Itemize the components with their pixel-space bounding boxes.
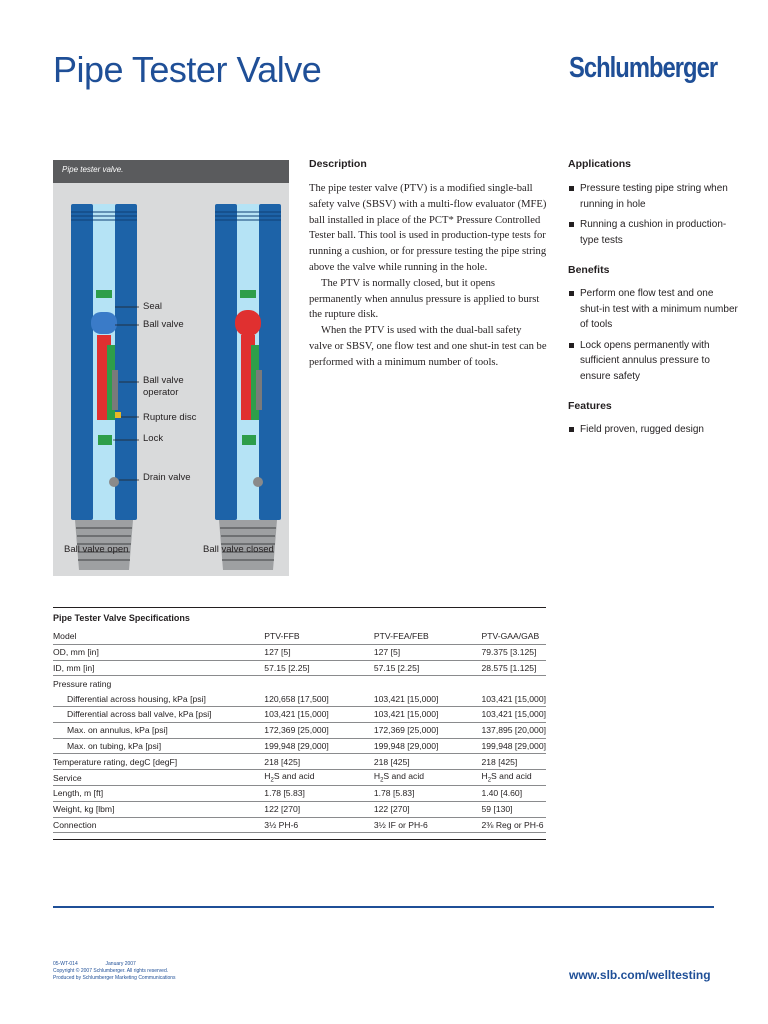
table-cell: Length, m [ft] (53, 785, 264, 801)
table-row (53, 644, 546, 660)
table-cell: 199,948 [29,000] (374, 738, 482, 754)
table-cell: PTV-FEA/FEB (374, 629, 482, 644)
description-paragraph: When the PTV is used with the dual-ball safety valve or SBSV, one flow test and one shut-in test can be performed with a minimum number of tools. (309, 325, 547, 368)
table-cell: 199,948 [29,000] (481, 738, 546, 754)
table-row (53, 706, 546, 722)
table-cell (374, 676, 482, 691)
description-body (309, 181, 547, 371)
list-item: Pressure testing pipe string when running in hole (568, 181, 738, 212)
table-cell: 1.78 [5.83] (264, 785, 374, 801)
tool-figure (53, 160, 289, 576)
table-cell (264, 676, 374, 691)
table-cell: 3½ PH-6 (264, 817, 374, 833)
label-ball-valve-open: Ball valve open (64, 544, 129, 555)
table-cell: Differential across ball valve, kPa [psi] (53, 706, 264, 722)
label-drain-valve: Drain valve (143, 472, 191, 483)
table-bottom-rule (53, 839, 546, 840)
benefits-heading: Benefits (568, 264, 610, 276)
table-cell: 1.78 [5.83] (374, 785, 482, 801)
table-row (53, 738, 546, 754)
pipe-tester-valve-diagram (53, 160, 289, 576)
table-row (53, 785, 546, 801)
tool-closed-drawing (215, 204, 281, 570)
description-paragraph: The pipe tester valve (PTV) is a modified single-ball safety valve (SBSV) with a multi-flow evaluator (MFE) ball installed in place of the PCT* Pressure Controlled Tester ball. This tool is used in production-type tests for running a cushion, or for pressure testing the pipe string above the valve while running in the hole. (309, 183, 547, 273)
table-cell: 172,369 [25,000] (374, 722, 482, 738)
table-cell: 57.15 [2.25] (264, 660, 374, 676)
table-cell: 199,948 [29,000] (264, 738, 374, 754)
table-cell: Service (53, 770, 264, 786)
list-item: Perform one flow test and one shut-in test with a minimum number of tools (568, 286, 738, 333)
list-item: Lock opens permanently with sufficient annulus pressure to ensure safety (568, 338, 738, 385)
tool-open-drawing (71, 204, 137, 570)
table-row (53, 691, 546, 706)
table-row (53, 754, 546, 770)
table-cell: 218 [425] (264, 754, 374, 770)
page-title: Pipe Tester Valve (53, 49, 322, 90)
table-cell: Temperature rating, degC [degF] (53, 754, 264, 770)
table-cell: 103,421 [15,000] (481, 706, 546, 722)
doc-date: January 2007 (105, 961, 136, 967)
applications-heading: Applications (568, 158, 632, 170)
table-cell: Model (53, 629, 264, 644)
copyright: Copyright © 2007 Schlumberger. All rights reserved. (53, 968, 169, 974)
website-link[interactable]: www.slb.com/welltesting (569, 968, 711, 982)
spec-table (53, 629, 546, 833)
label-ball-valve-operator: Ball valve operator (143, 375, 184, 398)
features-list (568, 422, 738, 443)
table-cell: 103,421 [15,000] (481, 691, 546, 706)
footer-rule (53, 906, 714, 908)
label-rupture-disc: Rupture disc (143, 412, 197, 423)
table-cell: Max. on annulus, kPa [psi] (53, 722, 264, 738)
table-row (53, 817, 546, 833)
table-cell: 218 [425] (374, 754, 482, 770)
table-cell: OD, mm [in] (53, 644, 264, 660)
table-row (53, 770, 546, 786)
table-row (53, 676, 546, 691)
schlumberger-logo: Schlumberger (569, 52, 718, 84)
table-row (53, 801, 546, 817)
table-row (53, 722, 546, 738)
table-cell: 122 [270] (374, 801, 482, 817)
table-row (53, 660, 546, 676)
table-cell: 79.375 [3.125] (481, 644, 546, 660)
table-cell: 3½ IF or PH-6 (374, 817, 482, 833)
table-cell: 127 [5] (374, 644, 482, 660)
produced-by: Produced by Schlumberger Marketing Communications (53, 975, 176, 981)
table-cell: 127 [5] (264, 644, 374, 660)
table-cell: $H_2S$ and acid (481, 770, 546, 786)
table-cell: 122 [270] (264, 801, 374, 817)
benefits-list (568, 286, 738, 389)
table-top-rule (53, 607, 546, 608)
table-cell: Weight, kg [lbm] (53, 801, 264, 817)
table-cell: 137,895 [20,000] (481, 722, 546, 738)
table-cell: 120,658 [17,500] (264, 691, 374, 706)
features-heading: Features (568, 400, 612, 412)
table-cell: 28.575 [1.125] (481, 660, 546, 676)
table-cell: 57.15 [2.25] (374, 660, 482, 676)
table-cell: 103,421 [15,000] (374, 691, 482, 706)
spec-table-title: Pipe Tester Valve Specifications (53, 613, 190, 623)
table-cell: Max. on tubing, kPa [psi] (53, 738, 264, 754)
label-lock: Lock (143, 433, 164, 444)
table-cell: $H_2S$ and acid (374, 770, 482, 786)
table-cell: PTV-GAA/GAB (481, 629, 546, 644)
figure-caption: Pipe tester valve. (62, 165, 124, 174)
table-cell: 103,421 [15,000] (264, 706, 374, 722)
table-cell: $H_2S$ and acid (264, 770, 374, 786)
table-cell: ID, mm [in] (53, 660, 264, 676)
label-ball-valve-closed: Ball valve closed (203, 544, 274, 555)
list-item: Running a cushion in production-type tests (568, 217, 738, 248)
table-row (53, 629, 546, 644)
description-heading: Description (309, 158, 367, 170)
applications-list (568, 181, 738, 253)
table-cell: 2⅜ Reg or PH-6 (481, 817, 546, 833)
table-cell: Pressure rating (53, 678, 112, 689)
table-cell: PTV-FFB (264, 629, 374, 644)
label-seal: Seal (143, 301, 163, 312)
description-paragraph: The PTV is normally closed, but it opens permanently when annulus pressure is applied to burst the rupture disk. (309, 277, 540, 321)
table-cell: Connection (53, 817, 264, 833)
table-cell (481, 676, 546, 691)
table-cell: 59 [130] (481, 801, 546, 817)
table-cell: 103,421 [15,000] (374, 706, 482, 722)
table-cell: 218 [425] (481, 754, 546, 770)
label-ball-valve: Ball valve (143, 319, 184, 330)
doc-id: 05-WT-014 (53, 961, 78, 967)
footer-legal (53, 961, 176, 982)
list-item: Field proven, rugged design (568, 422, 738, 438)
table-cell: Differential across housing, kPa [psi] (53, 691, 264, 706)
table-cell: 1.40 [4.60] (481, 785, 546, 801)
table-cell: 172,369 [25,000] (264, 722, 374, 738)
